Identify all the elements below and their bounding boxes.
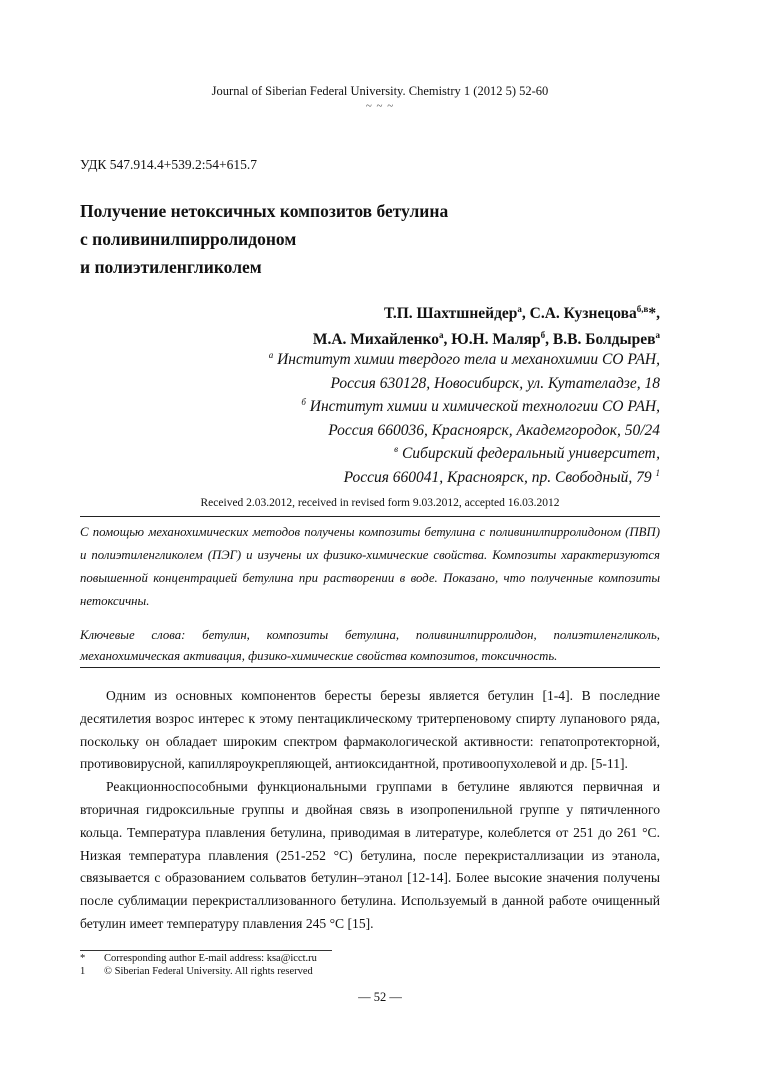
author-affil-mark: а — [517, 303, 522, 314]
title-line: Получение нетоксичных композитов бетулина — [80, 201, 449, 221]
author-separator: *, — [648, 305, 660, 322]
title-line: с поливинилпирролидоном — [80, 229, 297, 249]
footnote-rule — [80, 950, 332, 951]
author-separator: , — [443, 331, 452, 348]
affiliation-address: Россия 660036, Красноярск, Академгородок, 50/24 — [328, 421, 660, 439]
received-dates: Received 2.03.2012, received in revised form 9.03.2012, accepted 16.03.2012 — [200, 497, 560, 509]
footnote-text: Corresponding author E-mail address: ksa@icct.ru — [104, 953, 317, 964]
footnote — [80, 965, 317, 978]
header-ornament: ~ ~ ~ — [365, 100, 395, 112]
footnote-text: © Siberian Federal University. All rights reserved — [104, 966, 313, 977]
page-number: — 52 — — [358, 990, 402, 1004]
affiliation-address: Россия 660041, Красноярск, пр. Свободный, 79 $^1$ — [343, 467, 660, 486]
affiliation-mark: б — [301, 396, 306, 407]
body-text — [80, 685, 660, 936]
keywords: Ключевые слова: бетулин, композиты бетулина, поливинилпирролидон, полиэтиленгликоль, механохимическая активация, физико-химические свойства композитов, токсичность. — [80, 628, 660, 663]
affiliation-mark: в — [394, 443, 399, 454]
author-name: Т.П. Шахтшнейдер — [384, 305, 518, 322]
affiliation-line: $^а$ Институт химии твердого тела и механохимии СО РАН, — [268, 349, 660, 368]
author-affil-mark: а — [439, 329, 444, 340]
author-name: В.В. Болдырев — [552, 331, 656, 348]
affiliation-line: $^б$ Институт химии и химической технологии СО РАН, — [301, 396, 660, 415]
footnote-mark: 1 — [655, 467, 660, 478]
affiliation-address: Россия 630128, Новосибирск, ул. Кутателадзе, 18 — [330, 374, 660, 392]
title-line: и полиэтиленгликолем — [80, 257, 262, 277]
footnote — [80, 952, 317, 965]
author-separator: , — [521, 305, 530, 322]
affiliation-line: $^в$ Сибирский федеральный университет, — [394, 443, 660, 462]
author-separator: , — [545, 331, 553, 348]
affiliation-mark: а — [268, 349, 274, 360]
footnote-mark: * — [80, 953, 86, 964]
footnotes — [80, 952, 317, 978]
author-name: С.А. Кузнецова — [529, 305, 637, 322]
udk-code: УДК 547.914.4+539.2:54+615.7 — [80, 157, 258, 172]
author-affil-mark: б,в — [636, 303, 649, 314]
author-affil-mark: а — [655, 329, 660, 340]
abstract-top-rule — [80, 516, 660, 517]
article-title — [80, 197, 448, 281]
affiliations-block — [269, 348, 660, 489]
abstract: С помощью механохимических методов получены композиты бетулина с поливинилпирролидоном (ПВП) и полиэтиленгликолем (ПЭГ) и изучены их физико-химические свойства. Композиты характеризуются повышенной концентрацией бетулина при растворении в воде. Показано, что полученные композиты нетоксичны. — [80, 525, 660, 608]
authors-block — [313, 301, 660, 353]
author-affil-mark: б — [540, 329, 546, 340]
journal-header: Journal of Siberian Federal University. Chemistry 1 (2012 5) 52-60 — [211, 84, 549, 98]
author-name: М.А. Михайленко — [312, 331, 440, 348]
paragraph: Одним из основных компонентов бересты березы является бетулин [1-4]. В последние десятилетия возрос интерес к этому пентациклическому тритерпеновому спирту лупанового ряда, поскольку он обладает широким спектром фармакологической активности: гепатопротекторной, противовирусной, капилляроукрепляющей, антиоксидантной, противоопухолевой и др. [5-11]. — [80, 688, 660, 772]
paragraph: Реакционноспособными функциональными группами в бетулине являются первичная и вторичная гидроксильные группы и двойная связь в изопропенильной группе у пятичленного кольца. Температура плавления бетулина, приводимая в литературе, колеблется от 251 до 261 °С. Низкая температура плавления (251-252 °С) бетулина, после перекристаллизации из этанола, связывается с образованием сольватов бетулин–этанол [12-14]. Более высокие значения получены после сублимации перекристаллизованного бетулина. Используемый в данной работе очищенный бетулин имеет температуру плавления 245 °С [15]. — [80, 779, 660, 931]
footnote-mark: 1 — [80, 966, 86, 977]
abstract-bottom-rule — [80, 667, 660, 668]
author-name: Ю.Н. Маляр — [451, 331, 541, 348]
authors-line-1 — [313, 301, 660, 327]
